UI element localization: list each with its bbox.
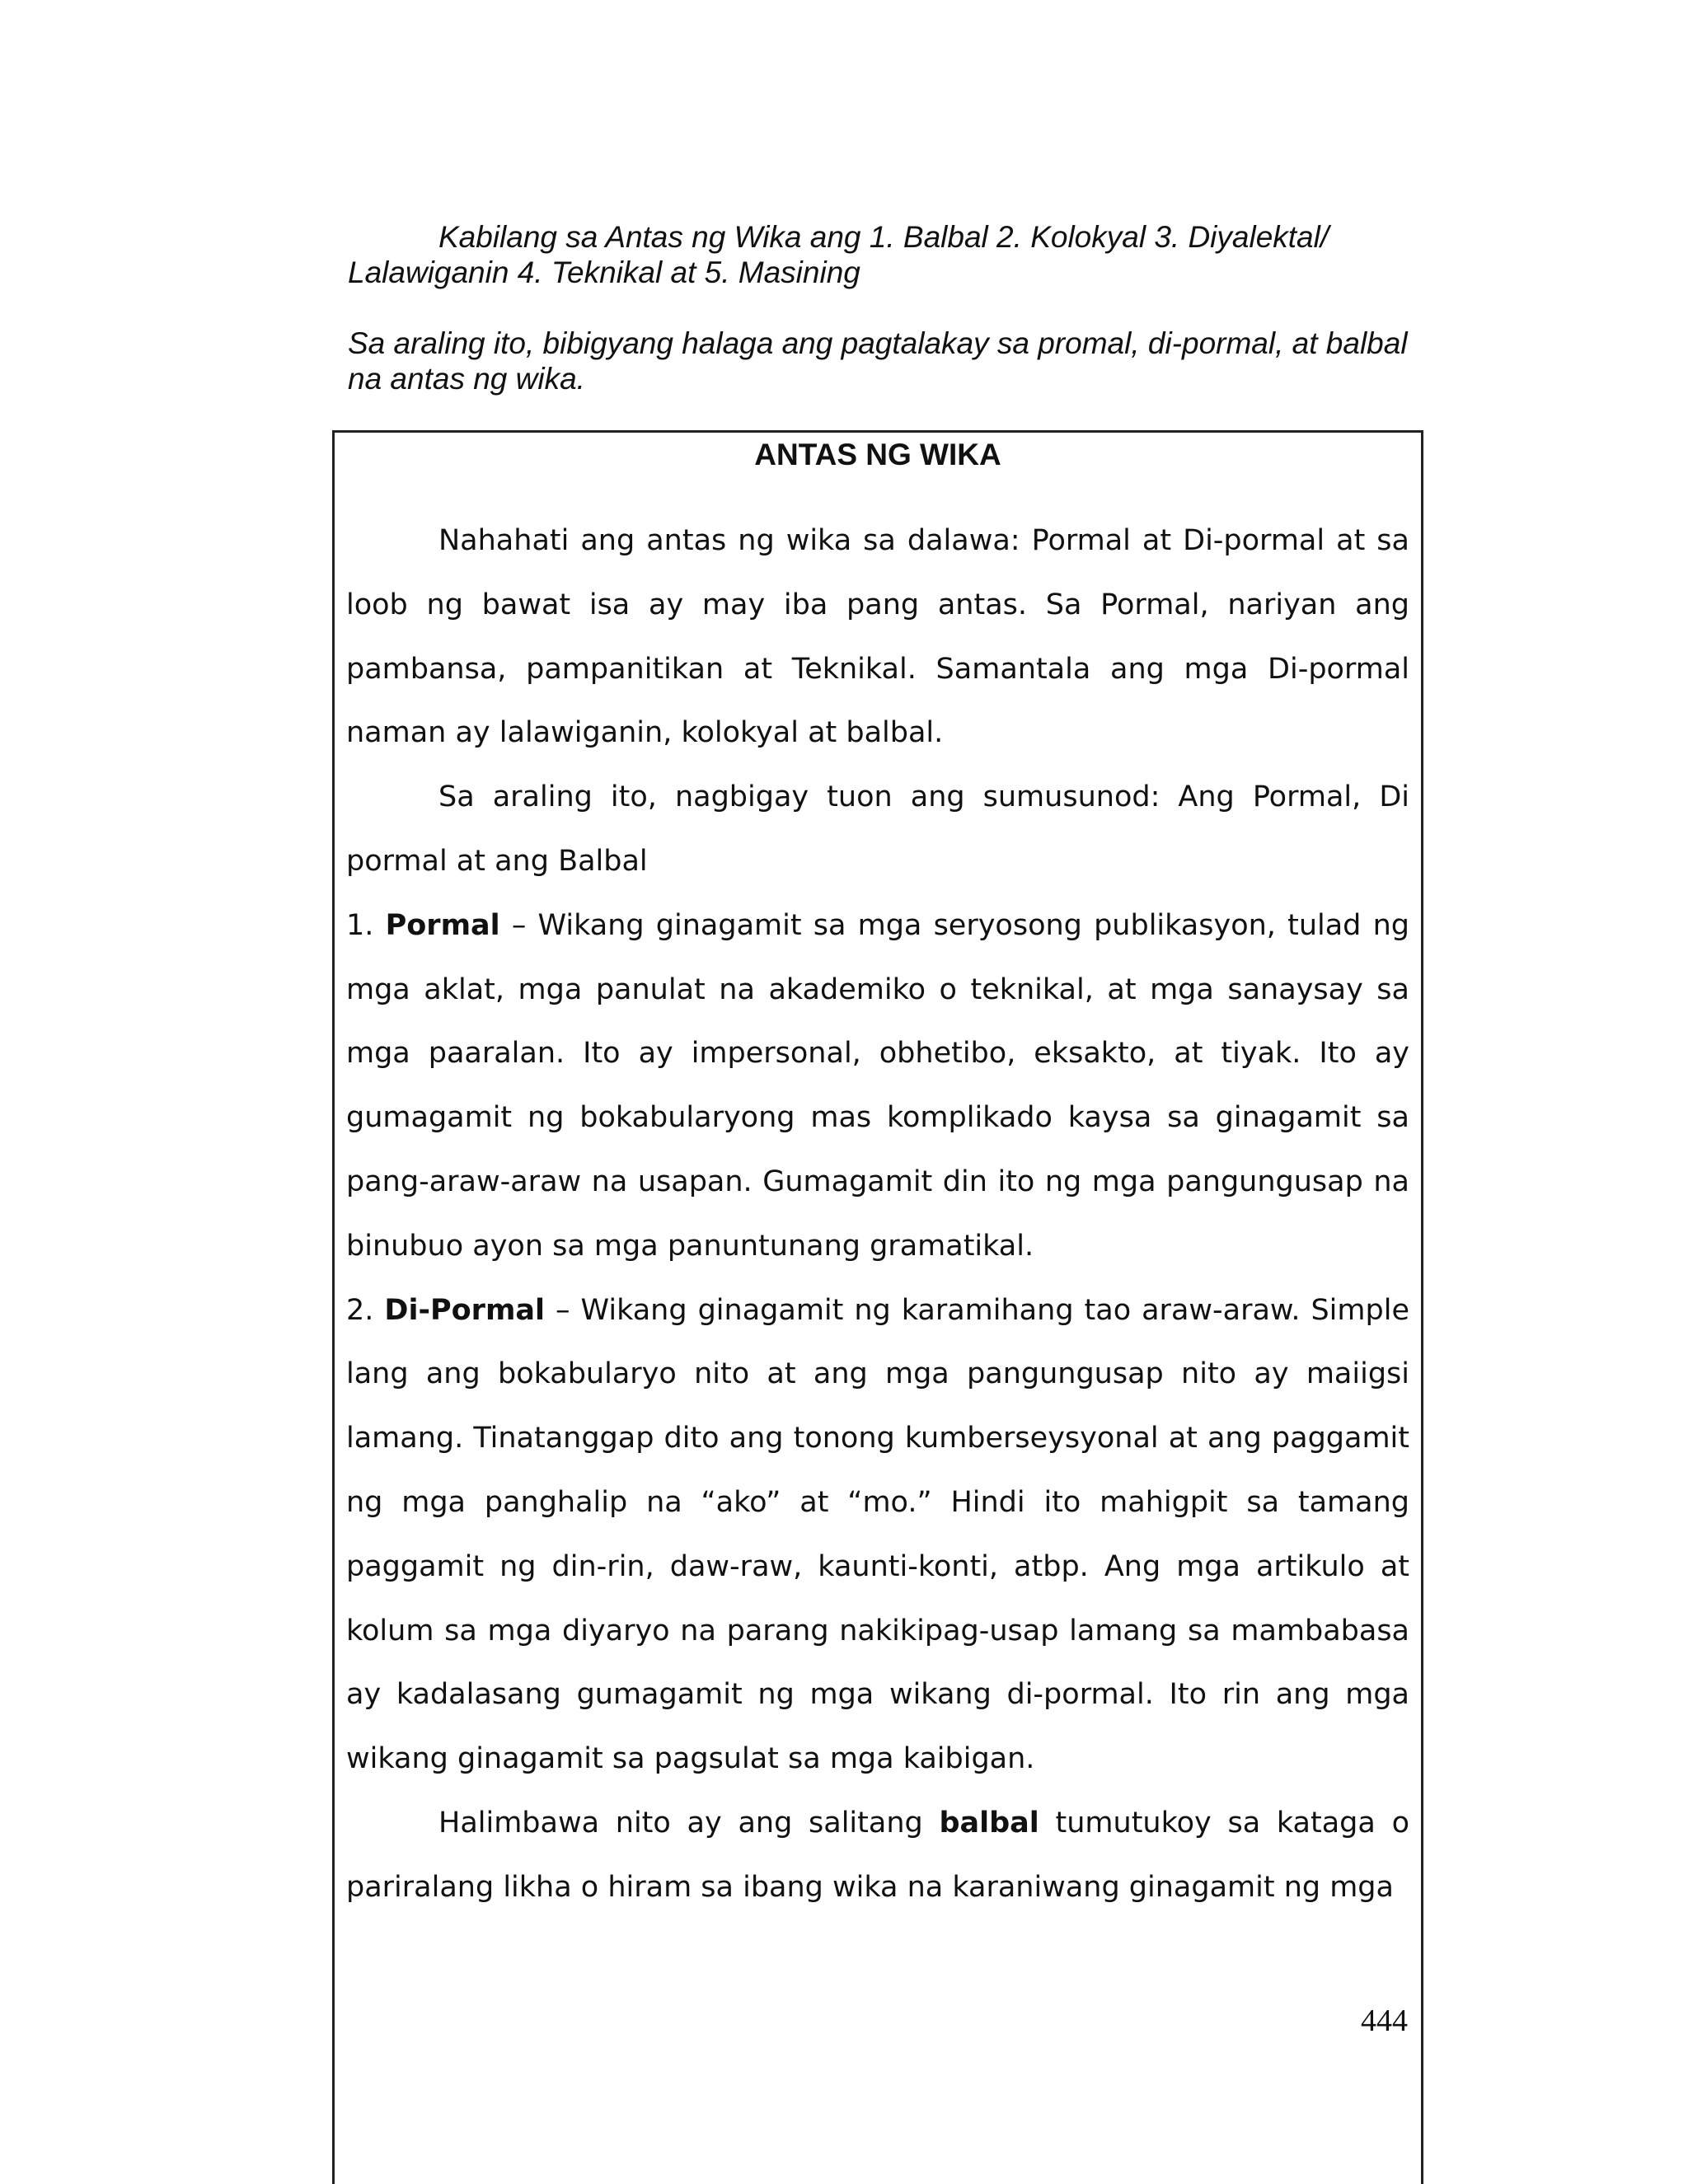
paragraph-antas-divisions: Nahahati ang antas ng wika sa dalawa: Pormal at Di-pormal at sa loob ng bawat isa ay may iba pang antas. Sa Pormal, nariyan ang pambansa, pampanitikan at Teknikal. Samantala ang mga Di-pormal naman ay lalawiganin, kolokyal at balbal. [346, 524, 1409, 750]
intro-paragraph-lesson: Sa araling ito, bibigyang halaga ang pagtalakay sa promal, di-pormal, at balbal na antas ng wika. [348, 326, 1408, 396]
list-item-di-pormal [346, 1279, 1409, 1792]
intro-paragraph-levels [348, 219, 1428, 290]
page-number: 444 [1361, 2004, 1408, 2038]
balbal-text-after: tumutukoy sa kataga o pariralang likha o hiram sa ibang wika na karaniwang ginagamit ng mga [346, 1806, 1409, 1904]
paragraph-balbal-example [346, 1792, 1409, 1920]
box-title: ANTAS NG WIKA [754, 438, 1001, 471]
item-number-1: 1. [346, 908, 374, 942]
paragraph-lesson-focus: Sa araling ito, nagbigay tuon ang sumusunod: Ang Pormal, Di pormal at ang Balbal [346, 780, 1409, 878]
list-item-pormal [346, 894, 1409, 1279]
item-number-2: 2. [346, 1293, 374, 1327]
intro-text-levels: Kabilang sa Antas ng Wika ang 1. Balbal 2. Kolokyal 3. Diyalektal/ Lalawiganin 4. Teknikal at 5. Masining [348, 220, 1329, 289]
balbal-text-before: Halimbawa nito ay ang salitang [438, 1806, 940, 1840]
definition-pormal: – Wikang ginagamit sa mga seryosong publikasyon, tulad ng mga aklat, mga panulat na akademiko o teknikal, at mga sanaysay sa mga paaralan. Ito ay impersonal, obhetibo, eksakto, at tiyak. Ito ay gumagamit ng bokabularyong mas komplikado kaysa sa ginagamit sa pang-araw-araw na usapan. Gumagamit din ito ng mga pangungusap na binubuo ayon sa mga panuntunang gramatikal. [346, 908, 1409, 1263]
term-balbal: balbal [939, 1806, 1039, 1840]
box-body [346, 509, 1409, 1920]
term-di-pormal: Di-Pormal [384, 1293, 546, 1327]
term-pormal: Pormal [385, 908, 500, 942]
definition-di-pormal: – Wikang ginagamit ng karamihang tao araw-araw. Simple lang ang bokabularyo nito at ang mga pangungusap nito ay maiigsi lamang. Tinatanggap dito ang tonong kumberseysyonal at ang paggamit ng mga panghalip na “ako” at “mo.” Hindi ito mahigpit sa tamang paggamit ng din-rin, daw-raw, kaunti-konti, atbp. Ang mga artikulo at kolum sa mga diyaryo na parang nakikipag-usap lamang sa mambabasa ay kadalasang gumagamit ng mga wikang di-pormal. Ito rin ang mga wikang ginagamit sa pagsulat sa mga kaibigan. [346, 1293, 1409, 1776]
